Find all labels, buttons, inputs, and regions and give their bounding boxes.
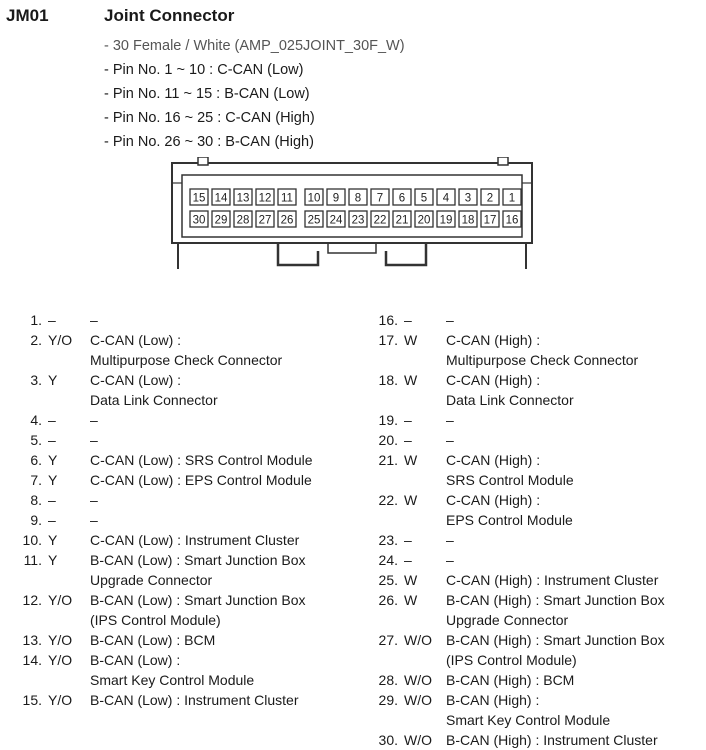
- pin-number-label: 1: [508, 192, 516, 205]
- pin-description: –: [446, 412, 454, 428]
- pin-entry: [0, 330, 283, 368]
- pin-description: B-CAN (Low) : Instrument Cluster: [90, 692, 299, 708]
- connector-code: JM01: [6, 6, 49, 25]
- pin-number-label: 15: [192, 192, 206, 205]
- pin-entry: [356, 550, 454, 570]
- pin-description: B-CAN (Low) : Smart Junction Box (IPS Control Module): [90, 592, 306, 628]
- pin-number-label: 13: [236, 192, 250, 205]
- latch-left: [278, 243, 318, 265]
- pin-description: –: [90, 512, 98, 528]
- pin-number: 2.: [30, 332, 42, 348]
- pin-number-label: 27: [258, 214, 272, 227]
- pin-description: –: [90, 412, 98, 428]
- pin-number: 12.: [22, 592, 42, 608]
- wire-color: W: [404, 592, 418, 608]
- pin-description: C-CAN (Low) : Instrument Cluster: [90, 532, 300, 548]
- wire-color: –: [404, 432, 412, 448]
- pin-number: 30.: [378, 732, 398, 748]
- pin-number: 1.: [30, 312, 42, 328]
- pin-description: –: [90, 432, 98, 448]
- pin-description: B-CAN (High) : Instrument Cluster: [446, 732, 658, 748]
- pin-description: C-CAN (Low) : Data Link Connector: [90, 372, 218, 408]
- pin-entry: [0, 510, 98, 530]
- pin-entry: [356, 690, 611, 728]
- wire-color: Y: [48, 532, 58, 548]
- wire-color: W: [404, 372, 418, 388]
- wire-color: –: [48, 412, 56, 428]
- spec-list: [104, 34, 405, 154]
- wire-color: Y: [48, 452, 58, 468]
- pin-number-label: 21: [395, 214, 409, 227]
- wire-color: Y/O: [48, 632, 73, 648]
- wire-color: W/O: [404, 692, 432, 708]
- pin-number-label: 20: [417, 214, 431, 227]
- pin-number: 16.: [378, 312, 398, 328]
- pin-entry: [0, 630, 216, 650]
- pin-number: 21.: [378, 452, 398, 468]
- pin-entry: [356, 450, 574, 488]
- wire-color: Y: [48, 552, 58, 568]
- wire-color: –: [48, 512, 56, 528]
- pin-number: 4.: [30, 412, 42, 428]
- pin-description: –: [446, 552, 454, 568]
- wire-color: –: [48, 492, 56, 508]
- pin-number-label: 10: [307, 192, 321, 205]
- pin-entry: [0, 370, 218, 408]
- pin-number-label: 6: [398, 192, 406, 205]
- pin-number-label: 9: [332, 192, 340, 205]
- wire-color: W: [404, 572, 418, 588]
- pin-number-label: 8: [354, 192, 362, 205]
- pin-entry: [356, 430, 454, 450]
- pin-grid: [190, 189, 521, 227]
- wire-color: –: [404, 312, 412, 328]
- pin-number-label: 26: [280, 214, 294, 227]
- pin-number: 5.: [30, 432, 42, 448]
- wire-color: Y/O: [48, 332, 73, 348]
- spec-pins-ccan-high: - Pin No. 16 ~ 25 : C-CAN (High): [104, 110, 315, 126]
- pin-number: 8.: [30, 492, 42, 508]
- pin-number-label: 3: [464, 192, 472, 205]
- pin-number-label: 2: [486, 192, 494, 205]
- pin-number-label: 7: [376, 192, 384, 205]
- spec-pins-bcan-low: - Pin No. 11 ~ 15 : B-CAN (Low): [104, 86, 310, 102]
- pin-number: 11.: [23, 552, 42, 568]
- pin-number-label: 18: [461, 214, 475, 227]
- wire-color: W: [404, 492, 418, 508]
- pin-entry: [0, 430, 98, 450]
- wire-color: W: [404, 452, 418, 468]
- pin-number: 29.: [378, 692, 398, 708]
- pin-entry: [0, 450, 313, 470]
- pin-description: –: [90, 312, 98, 328]
- pin-description: B-CAN (High) : Smart Junction Box Upgrade Connector: [446, 592, 665, 628]
- pin-entry: [356, 590, 665, 628]
- wire-color: Y: [48, 372, 58, 388]
- pin-description: C-CAN (High) : Instrument Cluster: [446, 572, 659, 588]
- latch-center: [328, 243, 376, 253]
- pin-description: C-CAN (Low) : Multipurpose Check Connector: [90, 332, 283, 368]
- pin-entry: [0, 650, 255, 688]
- housing-tab-left: [198, 157, 208, 165]
- housing-tab-right: [498, 157, 508, 165]
- pin-number-label: 19: [439, 214, 453, 227]
- connector-diagram: [168, 157, 538, 275]
- pin-number: 23.: [378, 532, 398, 548]
- spec-pins-ccan-low: - Pin No. 1 ~ 10 : C-CAN (Low): [104, 62, 304, 78]
- pin-number: 13.: [22, 632, 42, 648]
- pin-description: C-CAN (High) : Multipurpose Check Connector: [446, 332, 639, 368]
- pin-description: B-CAN (High) : Smart Key Control Module: [446, 692, 611, 728]
- pin-number: 24.: [378, 552, 398, 568]
- pin-entry: [0, 470, 312, 490]
- pin-description: C-CAN (High) : EPS Control Module: [446, 492, 573, 528]
- pin-number: 26.: [378, 592, 398, 608]
- wire-color: –: [404, 532, 412, 548]
- pin-description: B-CAN (High) : BCM: [446, 672, 575, 688]
- pin-number: 6.: [30, 452, 42, 468]
- pin-entry: [356, 630, 665, 668]
- pin-description: –: [446, 312, 454, 328]
- pin-number: 9.: [30, 512, 42, 528]
- pin-description: B-CAN (Low) : Smart Key Control Module: [90, 652, 255, 688]
- pin-entry: [0, 590, 306, 628]
- wire-color: –: [48, 432, 56, 448]
- wire-color: W: [404, 332, 418, 348]
- pin-number-label: 4: [442, 192, 450, 205]
- pin-number: 10.: [22, 532, 42, 548]
- pin-entry: [356, 410, 454, 430]
- pin-description: –: [446, 532, 454, 548]
- wire-color: W/O: [404, 732, 432, 748]
- pin-number-label: 17: [483, 214, 497, 227]
- pin-number-label: 11: [281, 192, 293, 205]
- wire-color: W/O: [404, 672, 432, 688]
- latch-right: [386, 243, 426, 265]
- wire-color: Y/O: [48, 592, 73, 608]
- pin-number: 20.: [378, 432, 398, 448]
- pin-description: –: [90, 492, 98, 508]
- pin-entry: [356, 570, 659, 590]
- wire-color: –: [48, 312, 56, 328]
- wire-color: –: [404, 412, 412, 428]
- pin-number-label: 24: [329, 214, 343, 227]
- pin-description: C-CAN (Low) : EPS Control Module: [90, 472, 312, 488]
- pin-entry: [356, 330, 639, 368]
- pin-entry: [356, 370, 574, 408]
- pin-number-label: 30: [192, 214, 206, 227]
- pin-description: C-CAN (Low) : SRS Control Module: [90, 452, 313, 468]
- pin-description: C-CAN (High) : Data Link Connector: [446, 372, 574, 408]
- wire-color: –: [404, 552, 412, 568]
- pin-entry: [356, 670, 575, 690]
- pin-description: B-CAN (High) : Smart Junction Box (IPS Control Module): [446, 632, 665, 668]
- pin-description: B-CAN (Low) : BCM: [90, 632, 216, 648]
- pin-entry: [0, 530, 300, 550]
- pin-number: 25.: [378, 572, 398, 588]
- connector-title: Joint Connector: [104, 6, 235, 25]
- pin-number-label: 29: [214, 214, 228, 227]
- pin-number-label: 14: [214, 192, 228, 205]
- pin-number-label: 22: [373, 214, 387, 227]
- pin-number-label: 28: [236, 214, 250, 227]
- pin-description: –: [446, 432, 454, 448]
- pin-entry: [356, 490, 573, 528]
- pin-entry: [356, 310, 454, 330]
- pin-description: C-CAN (High) : SRS Control Module: [446, 452, 574, 488]
- pin-number: 19.: [378, 412, 398, 428]
- pin-number: 17.: [378, 332, 398, 348]
- pin-entry: [356, 530, 454, 550]
- pin-entry: [356, 730, 658, 750]
- spec-pins-bcan-high: - Pin No. 26 ~ 30 : B-CAN (High): [104, 134, 314, 150]
- pin-number-label: 25: [307, 214, 321, 227]
- pin-description: B-CAN (Low) : Smart Junction Box Upgrade Connector: [90, 552, 306, 588]
- pin-number: 18.: [378, 372, 398, 388]
- wire-color: Y: [48, 472, 58, 488]
- pin-entry: [0, 550, 306, 588]
- pin-entry: [0, 410, 98, 430]
- wire-color: Y/O: [48, 692, 73, 708]
- pin-number: 22.: [378, 492, 398, 508]
- wire-color: Y/O: [48, 652, 73, 668]
- pin-number-label: 5: [420, 192, 428, 205]
- spec-type: - 30 Female / White (AMP_025JOINT_30F_W): [104, 38, 405, 54]
- pin-number: 15.: [22, 692, 42, 708]
- pin-entry: [0, 310, 98, 330]
- pin-number: 14.: [22, 652, 42, 668]
- pin-number: 3.: [30, 372, 42, 388]
- pin-number-label: 23: [351, 214, 365, 227]
- pin-number: 7.: [30, 472, 42, 488]
- pin-number-label: 12: [258, 192, 272, 205]
- pin-number-label: 16: [505, 214, 519, 227]
- pin-entry: [0, 690, 299, 710]
- pin-number: 28.: [378, 672, 398, 688]
- wire-color: W/O: [404, 632, 432, 648]
- connector-inner-frame: [182, 175, 522, 237]
- pin-entry: [0, 490, 98, 510]
- pin-number: 27.: [378, 632, 398, 648]
